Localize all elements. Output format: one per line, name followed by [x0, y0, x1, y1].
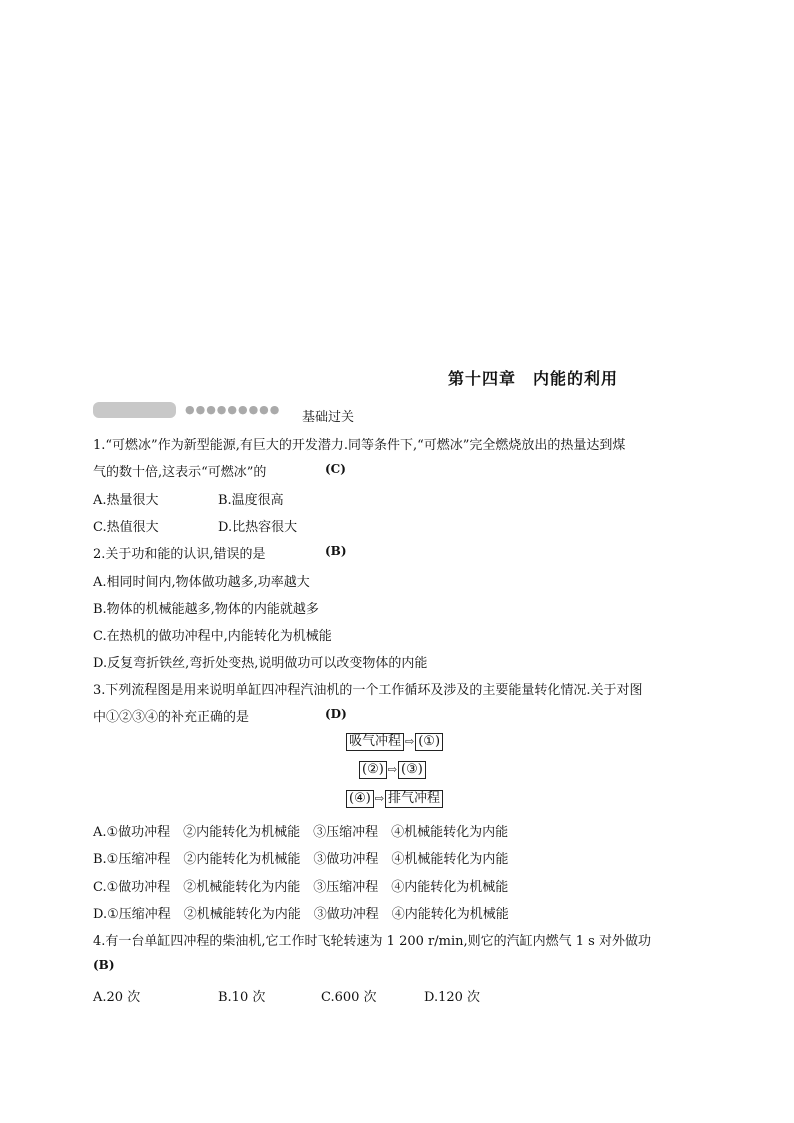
flow-row-1 [346, 733, 443, 751]
q1-option-b: B.温度很高 [218, 493, 284, 508]
section-bar [93, 402, 176, 418]
q3-option-a: A.①做功冲程 ②内能转化为机械能 ③压缩冲程 ④机械能转化为内能 [93, 825, 509, 840]
q4-option-b: B.10 次 [218, 990, 266, 1005]
q3-option-c: C.①做功冲程 ②机械能转化为内能 ③压缩冲程 ④内能转化为机械能 [93, 880, 509, 895]
q2-option-a: A.相同时间内,物体做功越多,功率越大 [93, 575, 310, 590]
flow-arrow-icon: ⇨ [374, 792, 385, 805]
q1-stem-line1: 1.“可燃冰”作为新型能源,有巨大的开发潜力.同等条件下,“可燃冰”完全燃烧放出的热量达到煤 [93, 438, 626, 453]
q3-option-d: D.①压缩冲程 ②机械能转化为内能 ③做功冲程 ④内能转化为机械能 [93, 907, 509, 922]
q2-answer: (B) [325, 544, 347, 558]
q4-answer: (B) [93, 958, 115, 972]
q1-answer: (C) [325, 462, 346, 476]
q2-option-b: B.物体的机械能越多,物体的内能就越多 [93, 602, 319, 617]
section-label: 基础过关 [302, 410, 355, 425]
q4-option-d: D.120 次 [424, 990, 481, 1005]
q3-stem-line1: 3.下列流程图是用来说明单缸四冲程汽油机的一个工作循环及涉及的主要能量转化情况.关于对图 [93, 683, 643, 698]
q3-option-b: B.①压缩冲程 ②内能转化为机械能 ③做功冲程 ④机械能转化为内能 [93, 852, 509, 867]
flow-box-4: (④) [346, 790, 374, 808]
chapter-title: 第十四章 内能的利用 [448, 369, 619, 388]
q1-option-a: A.热量很大 [93, 493, 159, 508]
q4-option-c: C.600 次 [321, 990, 377, 1005]
q2-option-c: C.在热机的做功冲程中,内能转化为机械能 [93, 629, 332, 644]
q1-option-d: D.比热容很大 [218, 520, 298, 535]
flow-box-2: (②) [359, 761, 387, 779]
flow-box-exhaust: 排气冲程 [385, 790, 443, 808]
q3-answer: (D) [325, 707, 347, 721]
q2-stem: 2.关于功和能的认识,错误的是 [93, 547, 266, 562]
q3-stem-line2: 中①②③④的补充正确的是 [93, 710, 250, 725]
flow-row-2 [359, 761, 426, 779]
flow-box-3: (③) [398, 761, 426, 779]
section-dots: ●●●●●●●●● [185, 403, 281, 416]
q4-option-a: A.20 次 [93, 990, 141, 1005]
flow-row-3 [346, 790, 443, 808]
q1-stem-line2: 气的数十倍,这表示“可燃冰”的 [93, 465, 267, 480]
flow-arrow-icon: ⇨ [387, 763, 398, 776]
q4-stem-line1: 4.有一台单缸四冲程的柴油机,它工作时飞轮转速为 1 200 r/min,则它的汽缸内燃气 1 s 对外做功 [93, 934, 651, 949]
flow-arrow-icon: ⇨ [405, 735, 415, 748]
flow-box-1: (①) [415, 733, 443, 751]
q1-option-c: C.热值很大 [93, 520, 159, 535]
q2-option-d: D.反复弯折铁丝,弯折处变热,说明做功可以改变物体的内能 [93, 656, 428, 671]
flow-box-intake: 吸气冲程 [346, 733, 404, 751]
